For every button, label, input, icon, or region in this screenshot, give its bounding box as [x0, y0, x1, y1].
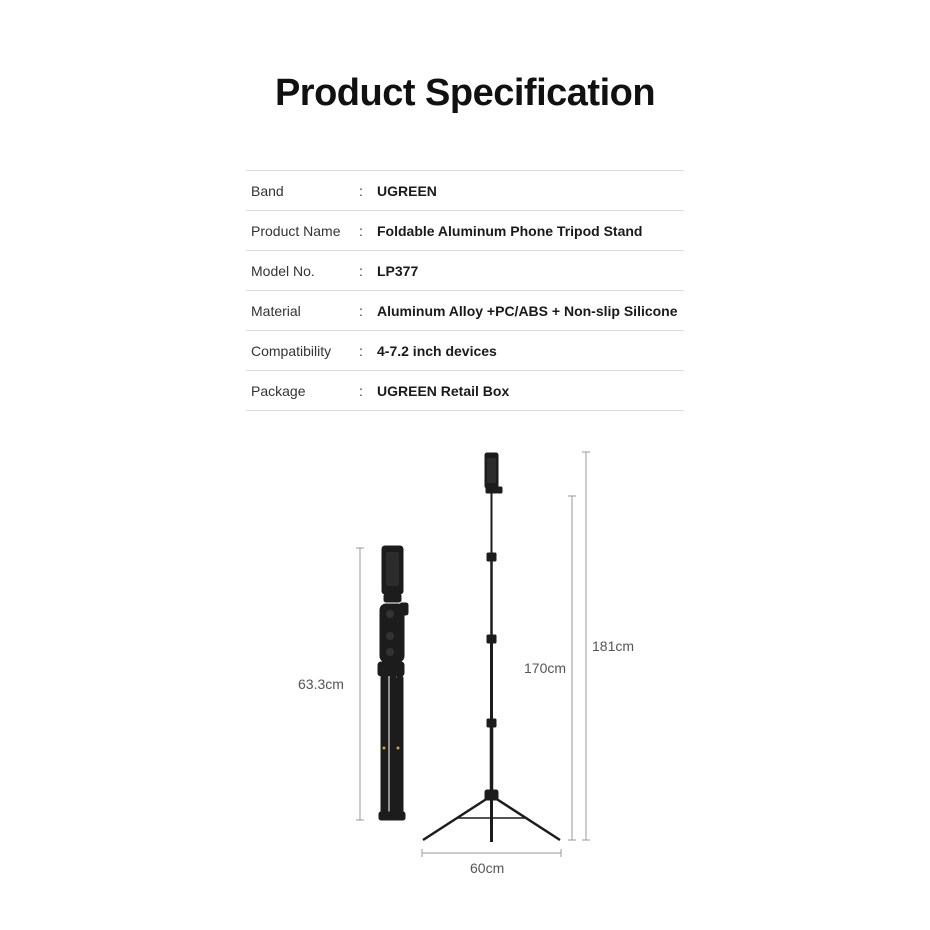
spec-colon: :	[359, 222, 363, 239]
spec-colon: :	[359, 382, 363, 399]
spec-colon: :	[359, 302, 363, 319]
spec-value: UGREEN Retail Box	[377, 382, 510, 399]
spec-label: Package	[251, 382, 306, 399]
spec-colon: :	[359, 182, 363, 199]
pole-lock	[487, 553, 496, 561]
folded-leg	[381, 676, 388, 816]
spec-value: LP377	[377, 262, 419, 279]
folded-height-label: 63.3cm	[298, 676, 344, 692]
spec-colon: :	[359, 262, 363, 279]
spec-label: Material	[251, 302, 301, 319]
spec-value: Aluminum Alloy +PC/ABS + Non-slip Silicone	[377, 302, 678, 319]
knob	[497, 487, 502, 493]
page-title: Product Specification	[274, 72, 656, 114]
spec-value: Foldable Aluminum Phone Tripod Stand	[377, 222, 643, 239]
pole-lock	[487, 719, 496, 727]
spec-value: UGREEN	[377, 182, 437, 199]
spec-colon: :	[359, 342, 363, 359]
folded-leg	[397, 676, 403, 816]
pole-height-label: 170cm	[524, 660, 567, 676]
base-width-label: 60cm	[470, 860, 505, 876]
folded-tripod	[378, 546, 408, 820]
spec-label: Product Name	[251, 222, 341, 239]
spec-value: 4-7.2 inch devices	[377, 342, 497, 359]
spec-label: Compatibility	[251, 342, 332, 359]
pole-lock	[487, 635, 496, 643]
extended-tripod	[423, 453, 560, 842]
spec-label: Band	[251, 182, 284, 199]
folded-leg	[390, 676, 396, 816]
total-height-label: 181cm	[592, 638, 635, 654]
tripod-leg	[423, 798, 488, 840]
spec-label: Model No.	[251, 262, 315, 279]
tripod-leg	[495, 798, 560, 840]
